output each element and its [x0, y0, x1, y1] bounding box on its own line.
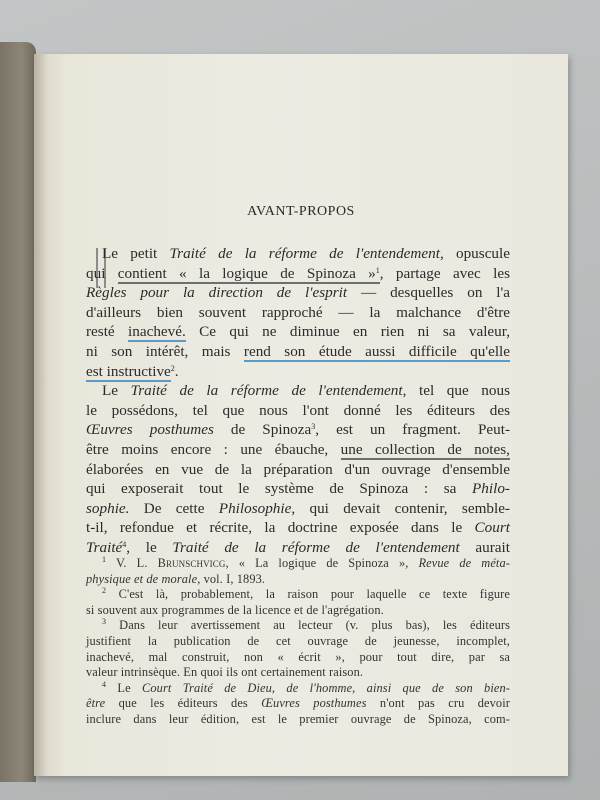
text-line: d'ailleurs bien souvent rapproché — la malchance d'être — [86, 303, 510, 321]
gutter-shadow — [34, 54, 48, 776]
highlight-underline-blue: inachevé. — [128, 323, 186, 341]
page-title: AVANT-PROPOS — [247, 204, 355, 219]
text-line: sophie. De cette Philosophie, qui devait contenir, semble- — [86, 499, 510, 517]
text-line: Traité$^4$, le Traité de la réforme de l'entendement aurait — [86, 538, 510, 556]
text-line: ni son intérêt, mais rend son étude aussi difficile qu'elle — [86, 342, 510, 360]
footnote-ref[interactable]: 3 — [311, 422, 316, 432]
footnote-3-cont: valeur intrinsèque. En quoi ils ont certainement raison. — [86, 665, 364, 680]
footnote-2-cont: si souvent aux programmes de la licence et de l'agrégation. — [86, 602, 384, 617]
text-line: Règles pour la direction de l'esprit — desquelles on l'a — [86, 284, 511, 302]
text-line: élaborées en vue de la préparation d'un ouvrage d'ensemble — [86, 460, 510, 478]
footnote-4-cont: être que les éditeurs des Œuvres posthumes n'ont pas cru devoir — [86, 696, 510, 711]
footnote-1-cont: physique et de morale, vol. I, 1893. — [86, 571, 266, 586]
footnote-4-cont: inclure dans leur édition, est le premier ouvrage de Spinoza, com- — [86, 711, 510, 726]
text-line: qui contient « la logique de Spinoza »$^1$, partage avec les — [86, 264, 510, 282]
text-line: resté inachevé. Ce qui ne diminue en rien ni sa valeur, — [86, 323, 511, 341]
body-text — [86, 244, 510, 558]
highlight-underline-blue: est instructive — [86, 362, 171, 380]
book-page — [34, 54, 568, 776]
text-line: Œuvres posthumes de Spinoza$^3$, est un fragment. Peut- — [86, 421, 511, 439]
footnote-2: $^2$ C'est là, probablement, la raison pour laquelle ce texte figure — [102, 586, 510, 602]
text-line: Le petit Traité de la réforme de l'entendement, opuscule — [102, 245, 510, 262]
footnote-1: $^1$ V. L. Brunschvicg, « La logique de Spinoza », Revue de méta- — [102, 555, 510, 570]
text-line: est instructive$^2$. — [86, 362, 179, 380]
footnote-ref[interactable]: 2 — [170, 363, 175, 373]
text-line: être moins encore : une ébauche, une collection de notes, — [86, 440, 510, 458]
text-line: Le Traité de la réforme de l'entendement, tel que nous — [102, 382, 510, 400]
footnote-3: $^3$ Dans leur avertissement au lecteur (v. plus bas), les éditeurs — [102, 617, 511, 633]
footnote-ref[interactable]: 4 — [122, 539, 127, 549]
text-line: le possédons, tel que nous l'ont donné les éditeurs des — [86, 401, 510, 419]
book-cover-edge — [0, 42, 36, 782]
highlight-underline-blue: rend son étude aussi difficile qu'elle — [243, 342, 510, 360]
text-line: t-il, refondue et récrite, la doctrine exposée dans le Court — [86, 519, 510, 537]
footnote-3-cont: justifient la publication de cet ouvrage de jeunesse, incomplet, — [86, 633, 510, 648]
text-line: qui exposerait tout le système de Spinoza : sa Philo- — [86, 480, 510, 498]
footnote-3-cont: inachevé, mal construit, non « écrit », pour tout dire, par sa — [86, 649, 510, 664]
footnotes — [86, 556, 510, 728]
highlight-underline-gray: une collection de notes, — [340, 440, 510, 458]
highlight-underline-gray: contient « la logique de Spinoza »$^1$ — [117, 264, 380, 282]
footnote-4: $^4$ Le Court Traité de Dieu, de l'homme, ainsi que de son bien- — [102, 679, 511, 695]
footnote-ref[interactable]: 1 — [375, 265, 380, 275]
